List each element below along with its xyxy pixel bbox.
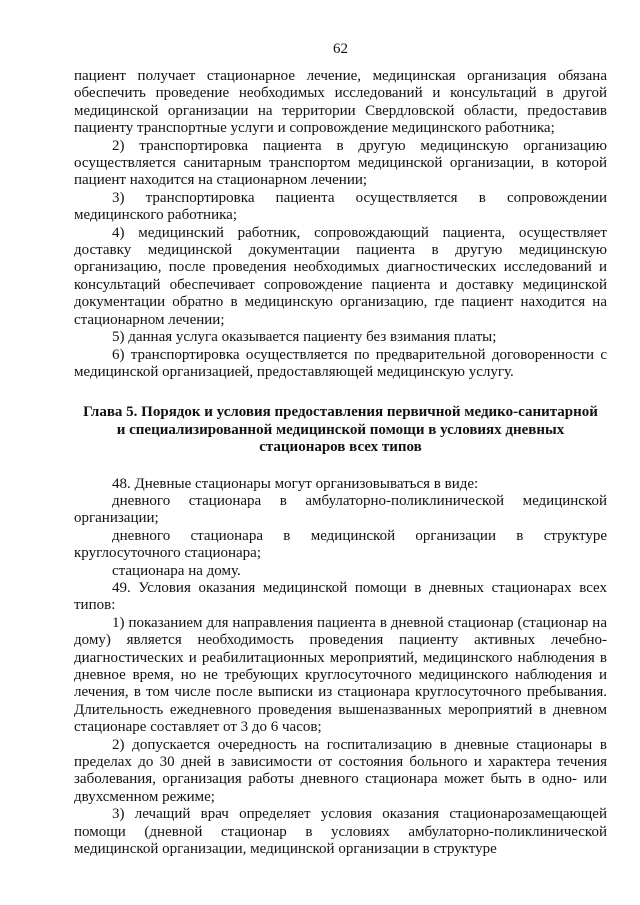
paragraphs-after-heading <box>74 476 607 859</box>
document-page <box>74 40 607 858</box>
paragraph: дневного стационара в медицинской организации в структуре круглосуточного стационара; <box>74 527 607 562</box>
paragraph: 2) транспортировка пациента в другую медицинскую организацию осуществляется санитарным транспортом медицинской организации, в которой пациент находится на стационарном лечении; <box>74 137 607 189</box>
paragraph: 3) лечащий врач определяет условия оказания стационарозамещающей помощи (дневной стационар в условиях амбулаторно-поликлинической медицинской организации, медицинской организации в структуре <box>74 806 607 858</box>
paragraph: 4) медицинский работник, сопровождающий пациента, осуществляет доставку медицинской документации пациента в другую медицинскую организацию, после проведения необходимых диагностических исследований и консультаций обеспечивает сопровождение пациента и доставку медицинской документации обратно в медицинскую организацию, где пациент находится на стационарном лечении; <box>74 224 607 328</box>
paragraph: 2) допускается очередность на госпитализацию в дневные стационары в пределах до 30 дней в зависимости от состояния больного и характера течения заболевания, организация работы дневного стационара может быть в одно- или двухсменном режиме; <box>74 736 607 805</box>
paragraph: 5) данная услуга оказывается пациенту без взимания платы; <box>112 329 497 346</box>
paragraph: стационара на дому. <box>112 562 241 579</box>
paragraph: пациент получает стационарное лечение, медицинская организация обязана обеспечить проведение необходимых исследований и консультаций в другой медицинской организации на территории Свердловской области, предоставив пациенту транспортные услуги и сопровождение медицинского работника; <box>74 68 607 137</box>
paragraph: 48. Дневные стационары могут организовываться в виде: <box>112 475 479 492</box>
page-number: 62 <box>333 41 348 57</box>
paragraph: дневного стационара в амбулаторно-поликлинической медицинской организации; <box>74 492 607 527</box>
paragraph: 3) транспортировка пациента осуществляется в сопровождении медицинского работника; <box>74 189 607 224</box>
chapter-heading: Глава 5. Порядок и условия предоставления первичной медико-санитарной и специализированной медицинской помощи в условиях дневных стационаров всех типов <box>83 404 598 456</box>
paragraph: 6) транспортировка осуществляется по предварительной договоренности с медицинской организацией, предоставляющей медицинскую услугу. <box>74 346 607 380</box>
paragraphs-before-heading <box>74 68 607 381</box>
paragraph: 1) показанием для направления пациента в дневной стационар (стационар на дому) является необходимость проведения пациенту активных лечебно-диагностических и реабилитационных мероприятий, медицинского наблюдения в дневное время, но не требующих круглосуточного медицинского наблюдения и лечения, в том числе после выписки из стационара круглосуточного пребывания. Длительность ежедневного проведения вышеназванных мероприятий в дневном стационаре составляет от 3 до 6 часов; <box>74 614 607 736</box>
paragraph: 49. Условия оказания медицинской помощи в дневных стационарах всех типов: <box>74 579 607 614</box>
